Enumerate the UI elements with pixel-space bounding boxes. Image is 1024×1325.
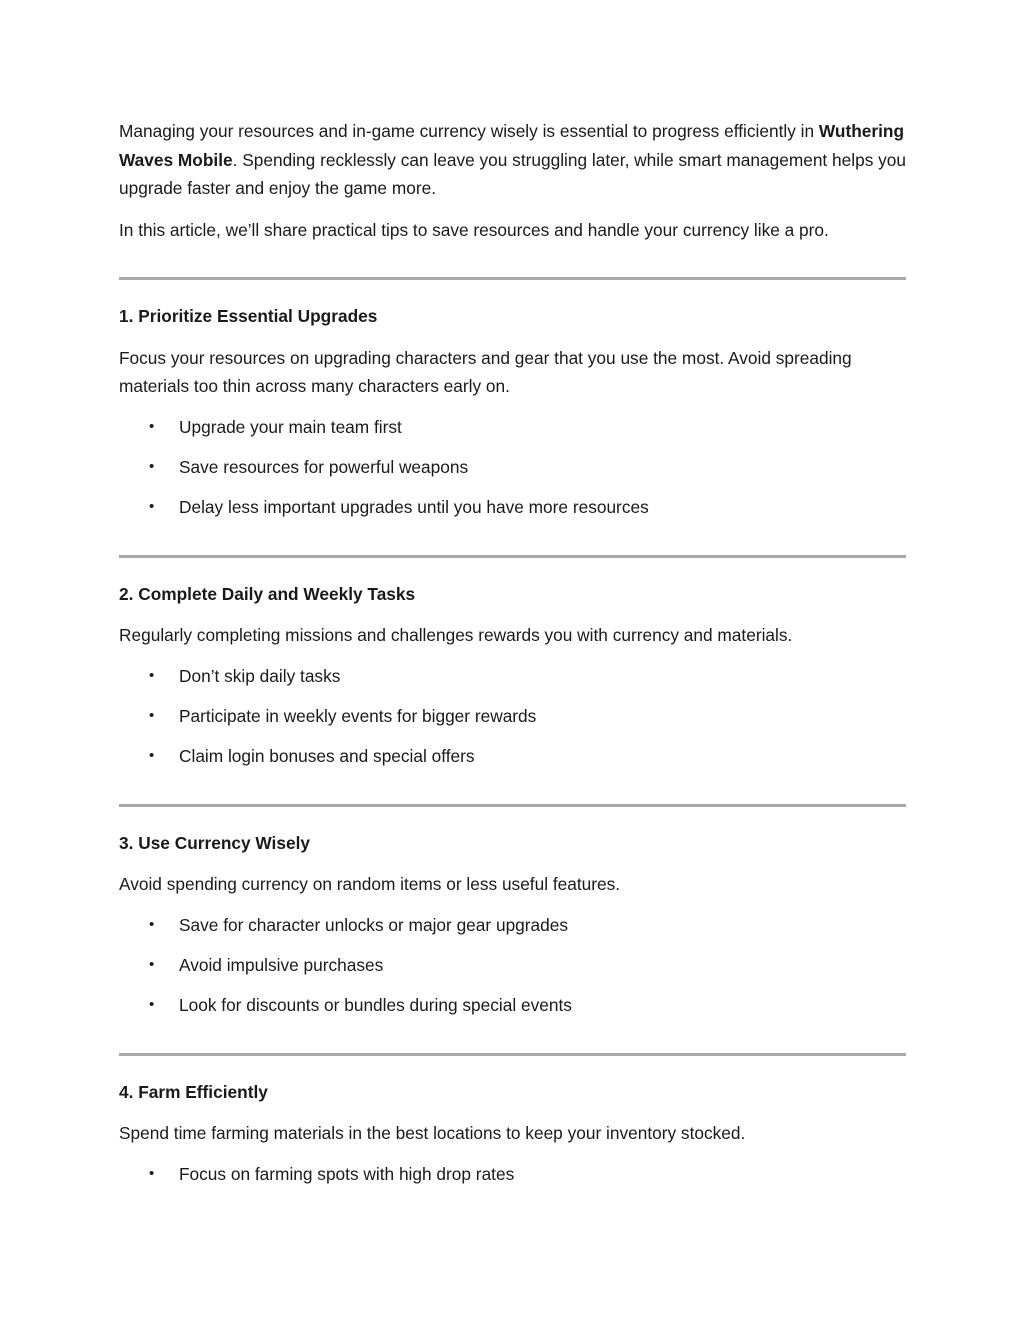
bullet-icon: • bbox=[149, 417, 155, 435]
list-item-text: Delay less important upgrades until you have more resources bbox=[179, 496, 649, 517]
list-item bbox=[119, 413, 906, 442]
section-title: 4. Farm Efficiently bbox=[119, 1081, 268, 1102]
section-divider bbox=[119, 1053, 906, 1056]
bullet-list bbox=[119, 1160, 906, 1189]
bullet-list bbox=[119, 662, 906, 771]
intro-paragraph bbox=[119, 117, 906, 203]
intro-summary: In this article, we’ll share practical tips to save resources and handle your currency like a pro. bbox=[119, 219, 829, 240]
bullet-icon: • bbox=[149, 1164, 155, 1182]
game-title: Wuthering Waves Mobile bbox=[119, 121, 905, 170]
section-divider bbox=[119, 277, 906, 280]
bullet-icon: • bbox=[149, 995, 155, 1013]
list-item-text: Save resources for powerful weapons bbox=[179, 456, 469, 477]
bullet-icon: • bbox=[149, 666, 155, 684]
list-item-text: Focus on farming spots with high drop rates bbox=[179, 1163, 515, 1184]
bullet-list bbox=[119, 911, 906, 1020]
bullet-icon: • bbox=[149, 955, 155, 973]
bullet-list bbox=[119, 413, 906, 522]
bullet-icon: • bbox=[149, 457, 155, 475]
list-item bbox=[119, 1160, 906, 1189]
intro-text-start: Managing your resources and in-game currency wisely is essential to progress efficiently in bbox=[119, 121, 819, 141]
list-item bbox=[119, 662, 906, 691]
list-item bbox=[119, 911, 906, 940]
article bbox=[119, 117, 906, 1200]
section-description: Focus your resources on upgrading characters and gear that you use the most. Avoid spreading materials too thin across many characters early on. bbox=[119, 347, 852, 396]
list-item-text: Don’t skip daily tasks bbox=[179, 665, 341, 686]
section-title: 3. Use Currency Wisely bbox=[119, 832, 310, 853]
list-item bbox=[119, 991, 906, 1020]
list-item-text: Avoid impulsive purchases bbox=[179, 954, 384, 975]
bullet-icon: • bbox=[149, 497, 155, 515]
list-item bbox=[119, 951, 906, 980]
section-divider bbox=[119, 555, 906, 558]
bullet-icon: • bbox=[149, 706, 155, 724]
bullet-icon: • bbox=[149, 915, 155, 933]
section-description: Spend time farming materials in the best locations to keep your inventory stocked. bbox=[119, 1123, 746, 1143]
section-description: Regularly completing missions and challenges rewards you with currency and materials. bbox=[119, 625, 793, 645]
list-item-text: Claim login bonuses and special offers bbox=[179, 745, 475, 766]
bullet-icon: • bbox=[149, 746, 155, 764]
list-item bbox=[119, 702, 906, 731]
list-item bbox=[119, 493, 906, 522]
section-title: 2. Complete Daily and Weekly Tasks bbox=[119, 583, 416, 604]
list-item bbox=[119, 742, 906, 771]
list-item-text: Participate in weekly events for bigger rewards bbox=[179, 705, 537, 726]
list-item-text: Save for character unlocks or major gear upgrades bbox=[179, 914, 569, 935]
section-title: 1. Prioritize Essential Upgrades bbox=[119, 306, 378, 326]
section-divider bbox=[119, 804, 906, 807]
list-item-text: Upgrade your main team first bbox=[179, 416, 402, 437]
list-item bbox=[119, 453, 906, 482]
list-item-text: Look for discounts or bundles during special events bbox=[179, 994, 572, 1015]
section-description: Avoid spending currency on random items or less useful features. bbox=[119, 874, 621, 894]
intro-text-end: . Spending recklessly can leave you struggling later, while smart management helps you upgrade faster and enjoy the game more. bbox=[119, 149, 907, 198]
